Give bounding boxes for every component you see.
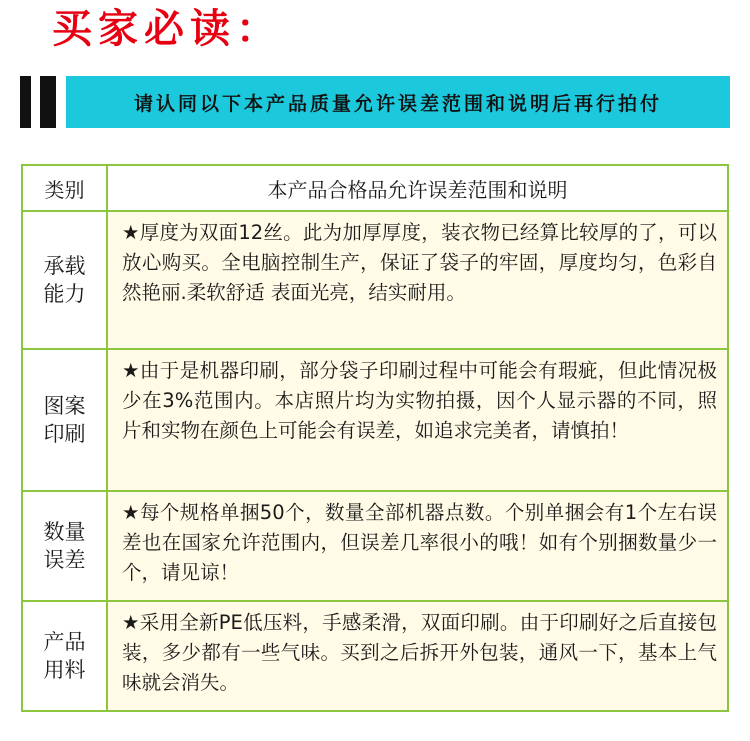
category-label: 用料: [43, 658, 86, 682]
table-row: [22, 601, 728, 711]
table-header-row: [22, 165, 728, 211]
category-label: 误差: [43, 548, 86, 572]
description-cell: ★厚度为双面12丝。此为加厚厚度，装衣物已经算比较厚的了，可以放心购买。全电脑控制生产，保证了袋子的牢固，厚度均匀，色彩自然艳丽.柔软舒适 表面光亮，结实耐用。: [107, 211, 728, 349]
column-header-category: 类别: [22, 165, 107, 211]
category-cell: [22, 349, 107, 491]
category-label: 能力: [43, 282, 86, 306]
category-cell: [22, 211, 107, 349]
page-title: 买家必读：: [52, 5, 282, 52]
table-row: [22, 211, 728, 349]
category-label: 承载: [43, 254, 86, 278]
category-label: 产品: [43, 630, 86, 654]
banner-accent-bar-left: [20, 76, 31, 128]
category-cell: [22, 491, 107, 601]
description-cell: ★每个规格单捆50个，数量全部机器点数。个别单捆会有1个左右误差也在国家允许范围内，但误差几率很小的哦！如有个别捆数量少一个，请见谅！: [107, 491, 728, 601]
table-row: [22, 349, 728, 491]
notice-banner-text: 请认同以下本产品质量允许误差范围和说明后再行拍付: [133, 92, 662, 115]
notice-banner: [66, 76, 730, 128]
column-header-description: 本产品合格品允许误差范围和说明: [107, 165, 728, 211]
tolerance-table: [21, 164, 729, 712]
category-cell: [22, 601, 107, 711]
table-row: [22, 491, 728, 601]
category-label: 图案: [43, 394, 86, 418]
category-label: 印刷: [43, 422, 86, 446]
category-label: 数量: [43, 520, 86, 544]
description-cell: ★由于是机器印刷，部分袋子印刷过程中可能会有瑕疵，但此情况极少在3%范围内。本店照片均为实物拍摄，因个人显示器的不同，照片和实物在颜色上可能会有误差，如追求完美者，请慎拍！: [107, 349, 728, 491]
banner-accent-bar-right: [40, 76, 56, 128]
description-cell: ★采用全新PE低压料，手感柔滑，双面印刷。由于印刷好之后直接包装，多少都有一些气味。买到之后拆开外包装，通风一下，基本上气味就会消失。: [107, 601, 728, 711]
